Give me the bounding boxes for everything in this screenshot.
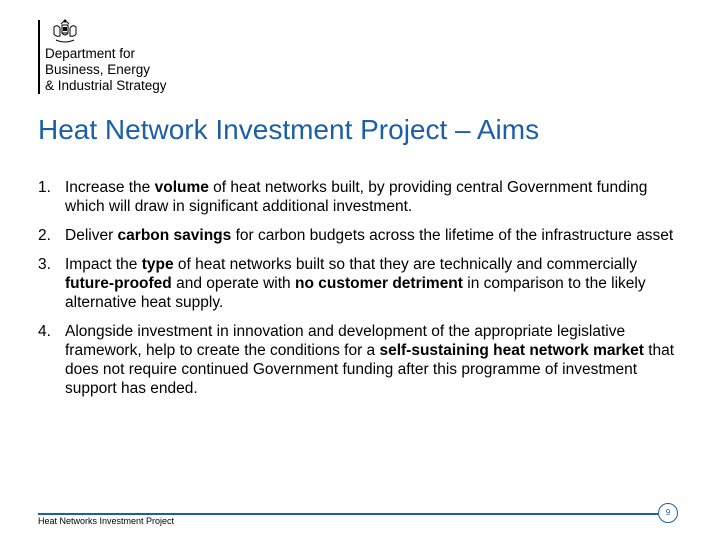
- department-name-line-2: Business, Energy: [45, 62, 151, 77]
- department-name-line-3: & Industrial Strategy: [45, 78, 167, 93]
- department-logo: [38, 18, 188, 98]
- aim-text: [65, 256, 646, 311]
- text-run: of heat networks built, by providing central Government funding which will draw in significant additional investment.: [65, 179, 648, 215]
- department-name: [45, 46, 167, 94]
- text-run: in comparison to the likely alternative heat supply.: [65, 275, 646, 311]
- bold-run: volume: [154, 179, 209, 196]
- bold-run: carbon savings: [117, 227, 232, 244]
- text-run: Alongside investment in innovation and development of the appropriate legislative framework, help to create the conditions for a: [65, 323, 626, 359]
- text-run: Impact the: [65, 256, 142, 273]
- aim-number: 2.: [38, 227, 51, 244]
- text-run: of heat networks built so that they are technically and commercially: [173, 256, 638, 273]
- page-number: 9: [658, 503, 678, 523]
- royal-coat-of-arms-icon: [48, 18, 82, 46]
- text-run: and operate with: [171, 275, 295, 292]
- aim-item-3: [38, 255, 688, 312]
- bold-run: type: [141, 256, 174, 273]
- logo-divider: [38, 20, 40, 94]
- aims-list: [38, 178, 688, 398]
- aim-number: 4.: [38, 323, 51, 340]
- aim-text: [65, 323, 674, 397]
- bold-run: no customer detriment: [295, 275, 463, 292]
- text-run: Deliver: [65, 227, 118, 244]
- footer-divider: [38, 513, 658, 515]
- footer-title: Heat Networks Investment Project: [38, 516, 175, 526]
- aim-text: [65, 179, 647, 215]
- text-run: that does not require continued Government funding after this programme of investment support has ended.: [65, 342, 675, 397]
- department-name-line-1: Department for: [45, 46, 136, 61]
- aim-item-1: [38, 178, 688, 216]
- slide-title: Heat Network Investment Project – Aims: [38, 114, 540, 145]
- aim-item-2: [38, 226, 688, 245]
- text-run: for carbon budgets across the lifetime of the infrastructure asset: [231, 227, 674, 244]
- text-run: Increase the: [65, 179, 155, 196]
- bold-run: self-sustaining heat network market: [379, 342, 644, 359]
- aim-item-4: [38, 322, 688, 398]
- aim-number: 1.: [38, 179, 51, 196]
- aim-number: 3.: [38, 256, 51, 273]
- aim-text: [65, 227, 673, 244]
- bold-run: future-proofed: [65, 275, 172, 292]
